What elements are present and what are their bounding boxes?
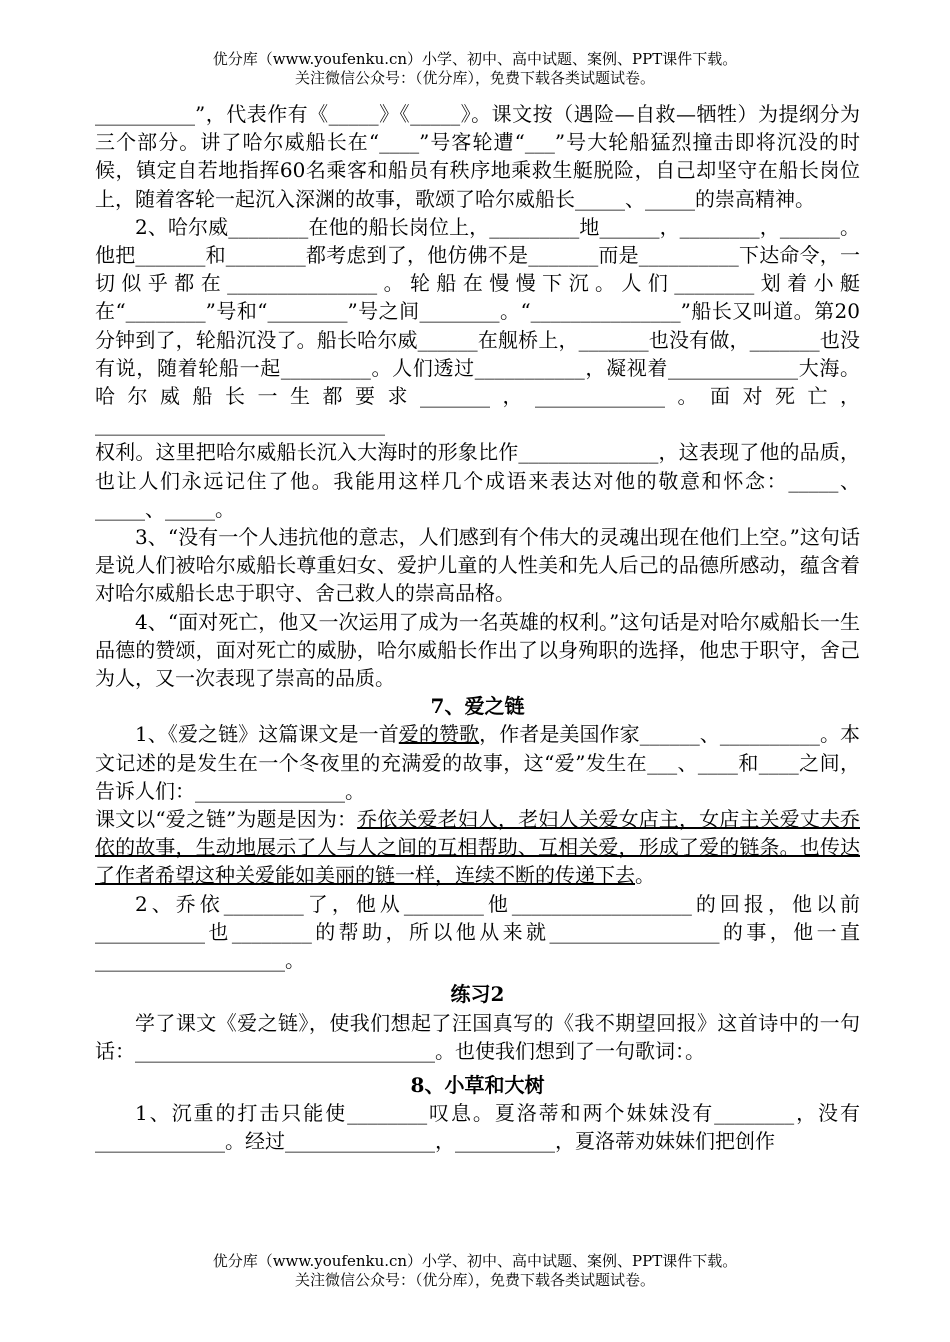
lesson7-reason-lead: 课文以“爱之链”为题是因为： [95,807,358,832]
paragraph-lesson7-q1 [95,720,860,805]
paragraph-exercise2: 学了课文《爱之链》，使我们想起了汪国真写的《我不期望回报》这首诗中的一句话：______________________________。也使我们想到了一句歌词：。 [95,1010,860,1063]
paragraph-lesson6-q3: 3、“没有一个人违抗他的意志，人们感到有个伟大的灵魂出现在他们上空。”这句话是说人们被哈尔威船长尊重妇女、爱护儿童的人性美和先人后己的品德所感动，蕴含着对哈尔威船长忠于职守、舍己救人的崇高品格。 [95,525,860,606]
section-title-exercise2: 练习2 [450,982,505,1007]
header-line-2: 关注微信公众号：（优分库），免费下载各类试题试卷。 [294,69,655,87]
paragraph-lesson8-q1: 1、沉重的打击只能使________叹息。夏洛蒂和两个妹妹没有________，没有_____________。经过_______________，__________，夏洛蒂劝妹妹们把创作 [95,1101,860,1154]
section-title-lesson7: 7、爱之链 [430,694,525,719]
footer-line-2: 关注微信公众号：（优分库），免费下载各类试题试卷。 [294,1271,655,1289]
page-header [0,50,950,88]
paragraph-lesson7-title-reason [95,805,860,890]
section-title-lesson8: 8、小草和大树 [410,1072,545,1097]
paragraph-lesson6-q2: 2、哈尔威________在他的船长岗位上，_________地______，________，______。他把_______和________都考虑到了，他仿佛不是_______而是__________下达命令，一切似乎都在_______________。轮船在慢慢下沉。人们________划着小艇在“________”号和“________”号之间________。“_______________”船长又叫道。第20分钟到了，轮船沉没了。船长哈尔威______在舰桥上，_______也没有做，_______也没有说，随着轮船一起_________。人们透过___________，凝视着_____________大海。哈尔威船长一生都要求_______，_____________。面对死亡，_____________________________ [95,214,860,437]
lesson7-reason-underlined: 乔依关爱老妇人，老妇人关爱女店主，女店主关爱丈夫乔依的故事，生动地展示了人与人之间的互相帮助、互相关爱，形成了爱的链条。也传达了作者希望这种关爱能如美丽的链一样，连续不断的传递下去 [95,807,860,888]
lesson7-q1-text-a: 1、《爱之链》这篇课文是一首 [135,722,399,747]
lesson7-q1-underlined: 爱的赞歌 [398,722,480,747]
page-footer [0,1252,950,1290]
lesson7-q1-text-b: ，作者是美国作家______、__________。本文记述的是发生在一个冬夜里的充满爱的故事，这“爱”发生在___、____和____之间，告诉人们：_______________。 [95,722,861,803]
document-body [95,100,860,1156]
paragraph-lesson6-q2-cont: 权利。这里把哈尔威船长沉入大海时的形象比作______________，这表现了他的品质，也让人们永远记住了他。我能用这样几个成语来表达对他的敬意和怀念：_____、_____、_____。 [95,440,860,521]
paragraph-lesson6-q4: 4、“面对死亡，他又一次运用了成为一名英雄的权利。”这句话是对哈尔威船长一生品德的赞颂，面对死亡的威胁，哈尔威船长作出了以身殉职的选择，他忠于职守，舍己为人，又一次表现了崇高的品质。 [95,609,860,691]
header-line-1: 优分库（www.youfenku.cn）小学、初中、高中试题、案例、PPT课件下载。 [212,50,738,68]
lesson7-reason-end: 。 [635,863,655,888]
paragraph-lesson6-intro: __________”，代表作有《_____》《_____》。课文按（遇险—自救—牺牲）为提纲分为三个部分。讲了哈尔威船长在“____”号客轮遭“___”号大轮船猛烈撞击即将沉没的时候，镇定自若地指挥60名乘客和船员有秩序地乘救生艇脱险，自己却坚守在船长岗位上，随着客轮一起沉入深渊的故事，歌颂了哈尔威船长_____、_____的崇高精神。 [95,102,860,211]
paragraph-lesson7-q2: 2、乔依________了，他从________他__________________的回报，他以前___________也________的帮助，所以他从来就_________________的事，他一直___________________。 [95,891,860,973]
footer-line-1: 优分库（www.youfenku.cn）小学、初中、高中试题、案例、PPT课件下载。 [212,1252,738,1270]
